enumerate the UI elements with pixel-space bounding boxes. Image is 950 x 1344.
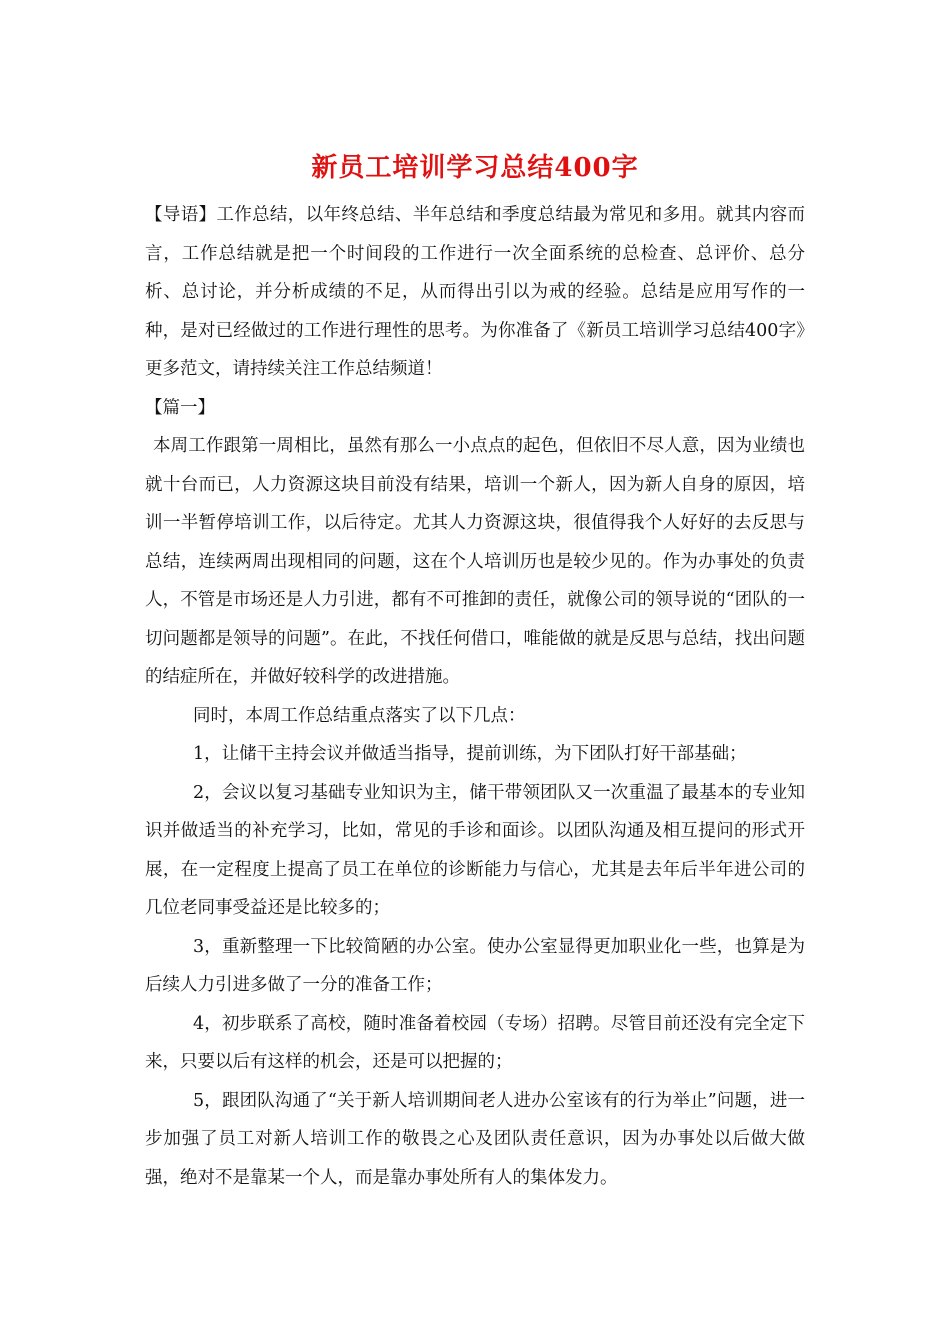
list-item: 4，初步联系了高校，随时准备着校园（专场）招聘。尽管目前还没有完全定下来，只要以后有这样的机会，还是可以把握的；	[145, 1013, 805, 1072]
intro-paragraph: 【导语】工作总结，以年终总结、半年总结和季度总结最为常见和多用。就其内容而言，工作总结就是把一个时间段的工作进行一次全面系统的总检查、总评价、总分析、总讨论，并分析成绩的不足，从而得出引以为戒的经验。总结是应用写作的一种，是对已经做过的工作进行理性的思考。为你准备了《新员工培训学习总结400字》更多范文，请持续关注工作总结频道！	[145, 205, 805, 379]
section-heading: 【篇一】	[145, 397, 215, 418]
document-title: 新员工培训学习总结400字	[311, 153, 639, 183]
document-body	[145, 196, 805, 1197]
list-item: 2，会议以复习基础专业知识为主，储干带领团队又一次重温了最基本的专业知识并做适当的补充学习，比如，常见的手诊和面诊。以团队沟通及相互提问的形式开展，在一定程度上提高了员工在单位的诊断能力与信心，尤其是去年后半年进公司的几位老同事受益还是比较多的；	[145, 782, 805, 918]
list-item: 5，跟团队沟通了“关于新人培训期间老人进办公室该有的行为举止”问题，进一步加强了员工对新人培训工作的敬畏之心及团队责任意识，因为办事处以后做大做强，绝对不是靠某一个人，而是靠办事处所有人的集体发力。	[145, 1090, 805, 1188]
body-paragraph-2: 同时，本周工作总结重点落实了以下几点：	[193, 705, 526, 726]
list-item: 3，重新整理一下比较简陋的办公室。使办公室显得更加职业化一些，也算是为后续人力引进多做了一分的准备工作；	[145, 936, 805, 995]
list-item: 1，让储干主持会议并做适当指导，提前训练，为下团队打好干部基础；	[193, 744, 747, 764]
body-paragraph-1: 本周工作跟第一周相比，虽然有那么一小点点的起色，但依旧不尽人意，因为业绩也就十台而已，人力资源这块目前没有结果，培训一个新人，因为新人自身的原因，培训一半暂停培训工作，以后待定。尤其人力资源这块，很值得我个人好好的去反思与总结，连续两周出现相同的问题，这在个人培训历也是较少见的。作为办事处的负责人，不管是市场还是人力引进，都有不可推卸的责任，就像公司的领导说的“团队的一切问题都是领导的问题”。在此，不找任何借口，唯能做的就是反思与总结，找出问题的结症所在，并做好较科学的改进措施。	[145, 436, 805, 687]
